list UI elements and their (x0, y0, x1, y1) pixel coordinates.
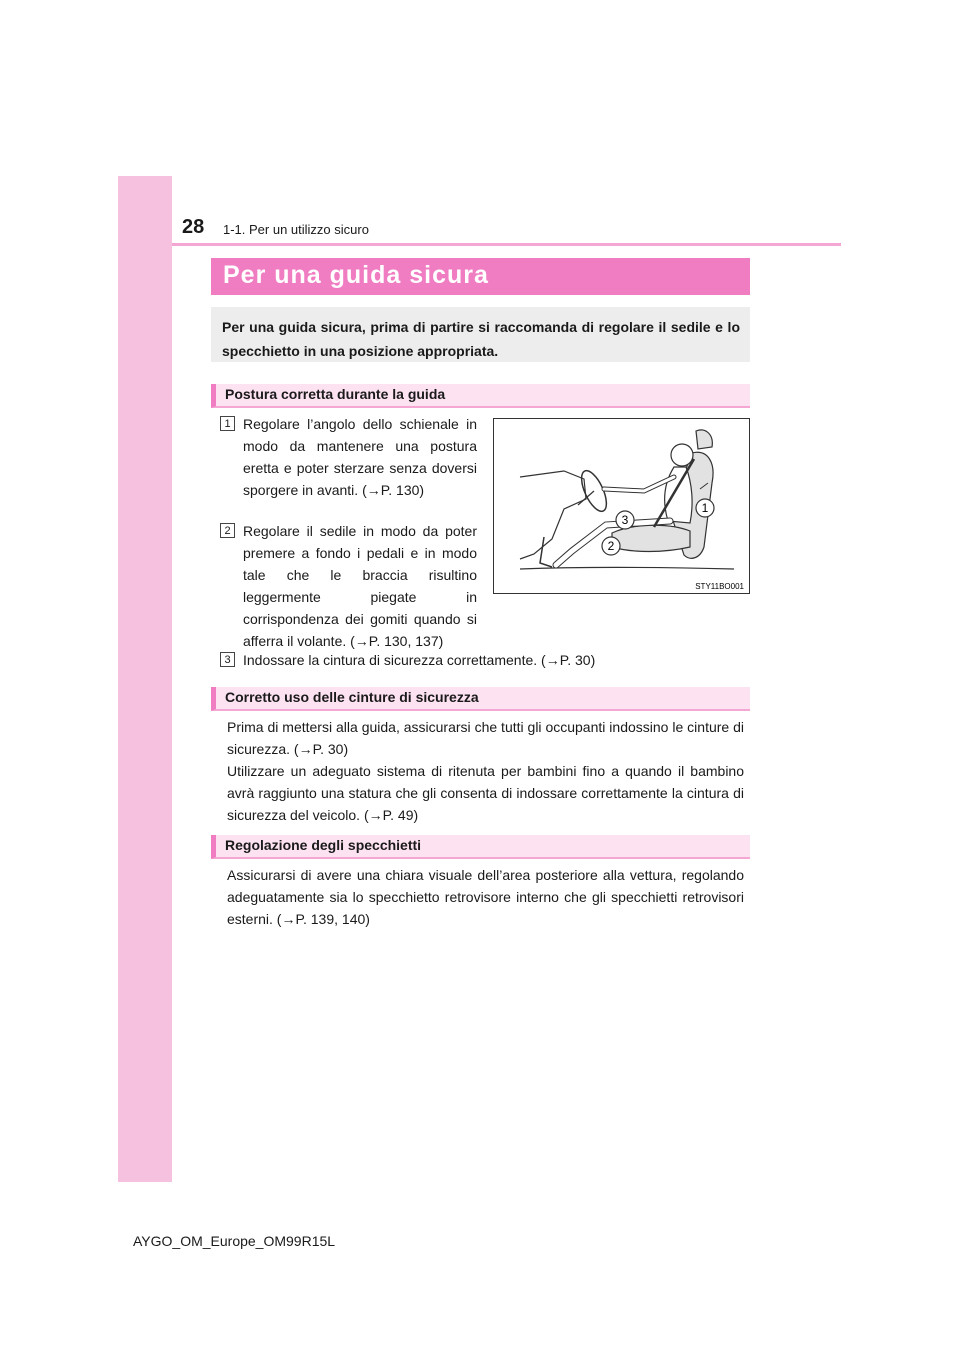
svg-text:3: 3 (621, 513, 629, 527)
posture-heading-bar (211, 384, 750, 408)
intro-box (211, 307, 750, 362)
seatbelt-heading: Corretto uso delle cinture di sicurezza (225, 689, 479, 705)
item-number-3: 3 (220, 652, 235, 667)
item-number-1: 1 (220, 416, 235, 431)
posture-item-3-text: Indossare la cintura di sicurezza correttamente. (→P. 30) (243, 652, 596, 668)
chapter-sidebar-tab (118, 176, 172, 1182)
header-rule (172, 243, 841, 246)
mirrors-heading: Regolazione degli specchietti (225, 837, 422, 853)
posture-item-2-text: Regolare il sedile in modo da poter premere a fondo i pedali e in modo tale che le braccia risultino leggermente piegate in corrispondenza dei gomiti quando si afferra il volante. (→P. 130, 137) (243, 523, 477, 649)
figure-code: STY11BO001 (695, 582, 744, 591)
page-title: Per una guida sicura (223, 261, 489, 289)
posture-item-1-text: Regolare l’angolo dello schienale in modo da mantenere una postura eretta e poter sterzare senza doversi sporgere in avanti. (→P. 130) (243, 416, 477, 498)
svg-text:1: 1 (701, 501, 709, 515)
seatbelt-heading-bar (211, 687, 750, 711)
mirrors-heading-bar (211, 835, 750, 859)
callout-1 (696, 499, 714, 517)
section-reference: 1-1. Per un utilizzo sicuro (223, 222, 369, 237)
driver-seat-drawing (494, 419, 749, 593)
seatbelt-paragraph-1: Prima di mettersi alla guida, assicurarsi che tutti gli occupanti indossino le cinture di sicurezza. (→P. 30) (227, 719, 744, 757)
seatbelt-paragraph-2: Utilizzare un adeguato sistema di ritenuta per bambini fino a quando il bambino avrà raggiunto una statura che gli consenta di indossare correttamente la cintura di sicurezza del veicolo. (→P. 49) (227, 763, 744, 823)
intro-text: Per una guida sicura, prima di partire si raccomanda di regolare il sedile e lo specchietto in una posizione appropriata. (222, 319, 740, 359)
callout-2 (602, 537, 620, 555)
title-bar (211, 258, 750, 295)
callout-3 (616, 511, 634, 529)
svg-text:2: 2 (607, 539, 615, 553)
page-number: 28 (182, 216, 205, 238)
driving-posture-illustration (493, 418, 750, 594)
footer-document-code: AYGO_OM_Europe_OM99R15L (133, 1233, 336, 1249)
mirrors-paragraph: Assicurarsi di avere una chiara visuale dell’area posteriore alla vettura, regolando adeguatamente sia lo specchietto retrovisore interno che gli specchietti retrovisori esterni. (→P. 139, 140) (227, 867, 744, 927)
posture-heading: Postura corretta durante la guida (225, 386, 446, 402)
item-number-2: 2 (220, 523, 235, 538)
